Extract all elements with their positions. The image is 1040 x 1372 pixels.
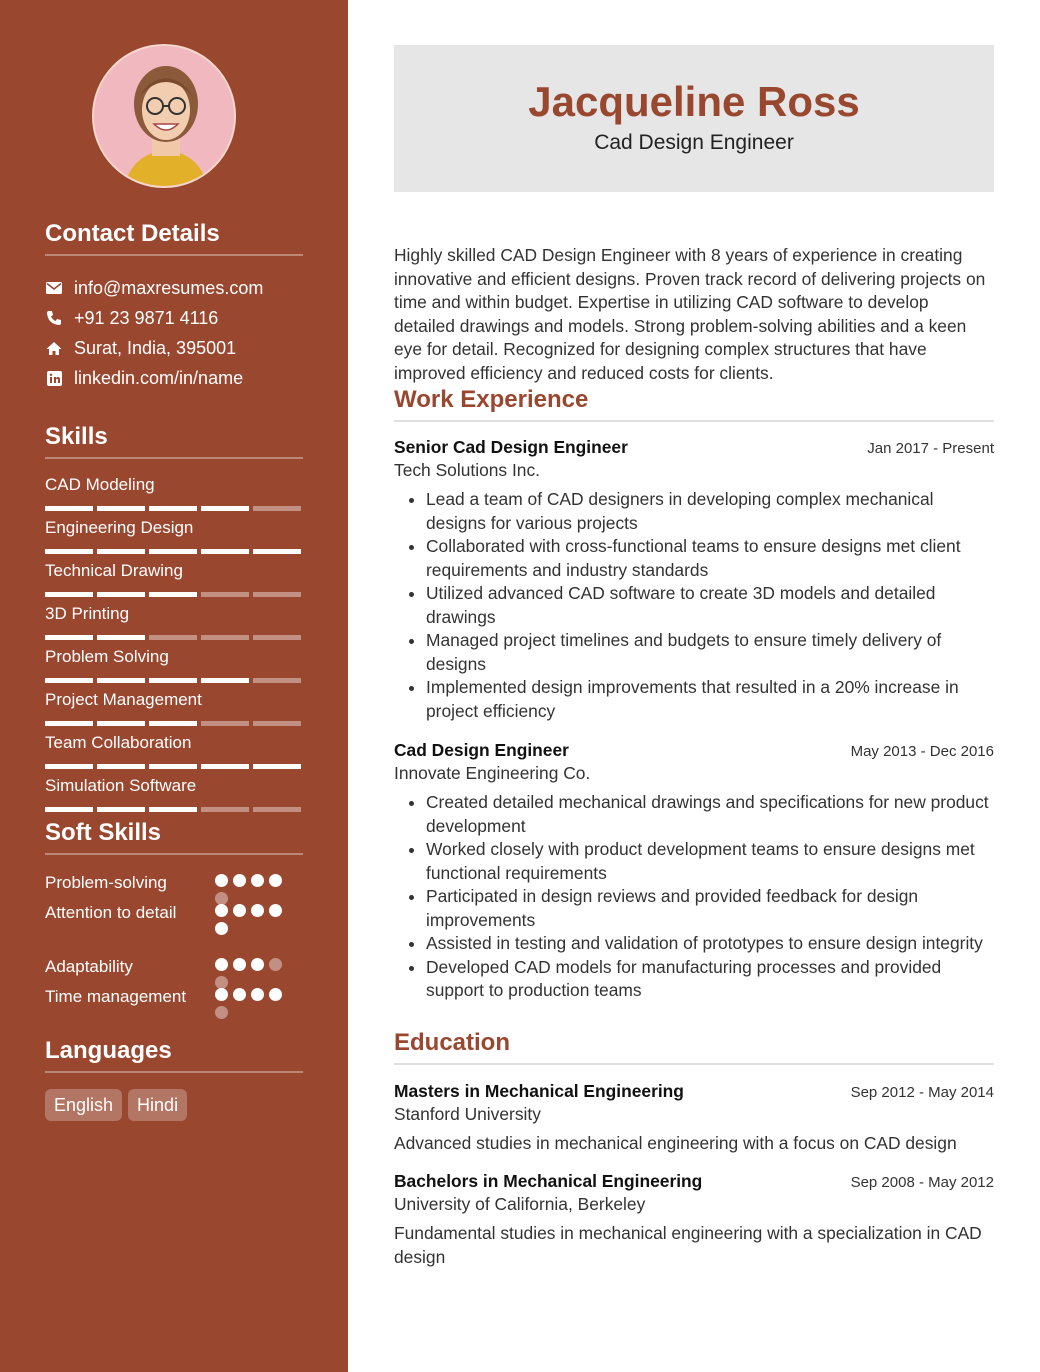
skill-level-segment [149,549,197,554]
skill-level-segment [253,678,301,683]
job-dates: May 2013 - Dec 2016 [850,743,994,760]
skill-label: 3D Printing [45,604,130,623]
job-bullet: • Created detailed mechanical drawings and specifications for new product development [426,791,994,838]
skill-level-segment [253,764,301,769]
skills-section-title: Skills [45,423,303,459]
skill-level-segment [45,678,93,683]
skill-level-bar [45,635,303,640]
skill-level-segment [45,635,93,640]
skill-level-segment [253,549,301,554]
rating-dot [251,958,264,971]
education-entry [394,1171,994,1269]
skill-level-segment [97,807,145,812]
skill-item [45,775,303,812]
skill-item [45,603,303,640]
rating-dot [269,904,282,917]
degree-title: Bachelors in Mechanical Engineering [394,1171,703,1191]
job-bullet: • Assisted in testing and validation of prototypes to ensure design integrity [426,932,994,956]
skill-level-segment [45,764,93,769]
rating-dot [215,874,228,887]
job-bullets [394,791,994,1003]
education-dates: Sep 2012 - May 2014 [850,1084,994,1101]
sidebar [0,0,348,1372]
soft-skills-section-title: Soft Skills [45,819,303,855]
education-description: Fundamental studies in mechanical engineering with a specialization in CAD design [394,1223,982,1267]
skill-level-bar [45,549,303,554]
skill-label: Technical Drawing [45,561,183,580]
soft-skill-rating [215,988,287,1019]
job-title: Senior Cad Design Engineer [394,437,628,457]
resume-header [394,45,994,192]
job-bullet: • Utilized advanced CAD software to create 3D models and detailed drawings [426,582,994,629]
job-bullet: • Implemented design improvements that resulted in a 20% increase in project efficiency [426,676,994,723]
skill-level-bar [45,506,303,511]
candidate-name: Jacqueline Ross [528,78,860,125]
education-description: Advanced studies in mechanical engineering with a focus on CAD design [394,1133,957,1153]
skill-level-bar [45,721,303,726]
education-dates: Sep 2008 - May 2012 [850,1174,994,1191]
job-bullet: • Lead a team of CAD designers in developing complex mechanical designs for various projects [426,488,994,535]
skill-level-segment [45,721,93,726]
skill-level-segment [253,506,301,511]
soft-skill-item [45,901,303,924]
school-name: Stanford University [394,1104,541,1124]
contact-email-text: info@maxresumes.com [74,277,264,298]
skill-item [45,732,303,769]
skill-level-segment [149,764,197,769]
skill-level-segment [253,721,301,726]
skill-level-segment [97,592,145,597]
skill-level-bar [45,807,303,812]
skill-level-segment [201,678,249,683]
skill-item [45,517,303,554]
rating-dot [233,958,246,971]
skill-level-segment [45,592,93,597]
job-company: Tech Solutions Inc. [394,460,540,480]
skill-level-segment [97,506,145,511]
envelope-icon [45,279,63,297]
rating-dot [215,904,228,917]
rating-dot [215,1006,228,1019]
soft-skill-item [45,955,303,978]
rating-dot [269,988,282,1001]
job-company: Innovate Engineering Co. [394,763,591,783]
skill-level-segment [97,678,145,683]
profile-summary: Highly skilled CAD Design Engineer with 8 years of experience in creating innovative and efficient designs. Proven track record of delivering projects on time and within budget. Expertise in utilizing CAD software to develop detailed drawings and models. Strong problem-solving abilities and a keen eye for detail. Recognized for designing complex structures that have improved efficiency and reduced costs for clients. [394,245,986,383]
job-entry [394,437,994,723]
skill-level-segment [253,592,301,597]
contact-address [45,336,236,360]
rating-dot [269,874,282,887]
skill-level-bar [45,592,303,597]
skill-level-segment [149,592,197,597]
rating-dot [233,988,246,1001]
work-section-title: Work Experience [394,386,994,422]
skill-level-segment [253,635,301,640]
skill-label: Team Collaboration [45,733,192,752]
skill-level-segment [45,807,93,812]
skill-level-bar [45,764,303,769]
skill-item [45,646,303,683]
skill-label: Engineering Design [45,518,194,537]
job-bullets [394,488,994,723]
skill-level-segment [253,807,301,812]
skill-level-segment [149,635,197,640]
rating-dot [233,874,246,887]
soft-skill-label: Adaptability [45,957,133,976]
skill-level-segment [45,506,93,511]
rating-dot [251,904,264,917]
rating-dot [233,904,246,917]
contact-phone[interactable] [45,306,218,330]
job-bullet: • Participated in design reviews and provided feedback for design improvements [426,885,994,932]
skill-level-segment [149,807,197,812]
avatar [92,44,236,188]
contact-address-text: Surat, India, 395001 [74,337,237,358]
candidate-role: Cad Design Engineer [594,131,794,154]
skill-level-segment [149,506,197,511]
skill-level-segment [201,592,249,597]
job-bullet: • Collaborated with cross-functional teams to ensure designs met client requirements and industry standards [426,535,994,582]
phone-icon [45,309,63,327]
soft-skill-item [45,871,303,894]
skill-level-segment [201,549,249,554]
job-dates: Jan 2017 - Present [867,440,994,457]
job-bullet: • Managed project timelines and budgets to ensure timely delivery of designs [426,629,994,676]
job-bullet: • Worked closely with product development teams to ensure designs met functional requirements [426,838,994,885]
languages-section-title: Languages [45,1037,303,1073]
contact-email[interactable] [45,276,263,300]
home-icon [45,339,63,357]
skill-level-segment [201,721,249,726]
skill-level-segment [201,764,249,769]
language-chip: English [45,1089,122,1121]
skill-level-bar [45,678,303,683]
skill-level-segment [45,549,93,554]
rating-dot [215,988,228,1001]
skill-label: CAD Modeling [45,475,155,494]
skill-level-segment [97,635,145,640]
rating-dot [269,958,282,971]
skill-level-segment [201,506,249,511]
skill-level-segment [149,678,197,683]
linkedin-icon [45,369,63,387]
contact-linkedin-text: linkedin.com/in/name [74,367,244,388]
contact-linkedin[interactable] [45,366,243,390]
skill-level-segment [201,807,249,812]
contact-phone-text: +91 23 9871 4116 [74,307,219,328]
education-entry [394,1081,994,1155]
rating-dot [215,922,228,935]
soft-skill-rating [215,904,287,935]
soft-skill-label: Problem-solving [45,873,167,892]
job-title: Cad Design Engineer [394,740,569,760]
skill-item [45,474,303,511]
skill-item [45,560,303,597]
rating-dot [251,988,264,1001]
languages-list [45,1089,187,1121]
skill-item [45,689,303,726]
contact-section-title: Contact Details [45,220,303,256]
skill-level-segment [201,635,249,640]
skill-label: Project Management [45,690,202,709]
soft-skill-item [45,985,303,1008]
soft-skill-label: Attention to detail [45,903,177,922]
job-entry [394,740,994,1003]
skill-level-segment [97,764,145,769]
skill-level-segment [97,549,145,554]
degree-title: Masters in Mechanical Engineering [394,1081,684,1101]
language-chip: Hindi [128,1089,187,1121]
soft-skill-label: Time management [45,987,187,1006]
skill-level-segment [149,721,197,726]
skill-level-segment [97,721,145,726]
rating-dot [215,958,228,971]
education-section-title: Education [394,1029,994,1065]
skill-label: Simulation Software [45,776,197,795]
skill-label: Problem Solving [45,647,169,666]
job-bullet: • Developed CAD models for manufacturing processes and provided support to production teams [426,956,994,1003]
school-name: University of California, Berkeley [394,1194,646,1214]
rating-dot [251,874,264,887]
